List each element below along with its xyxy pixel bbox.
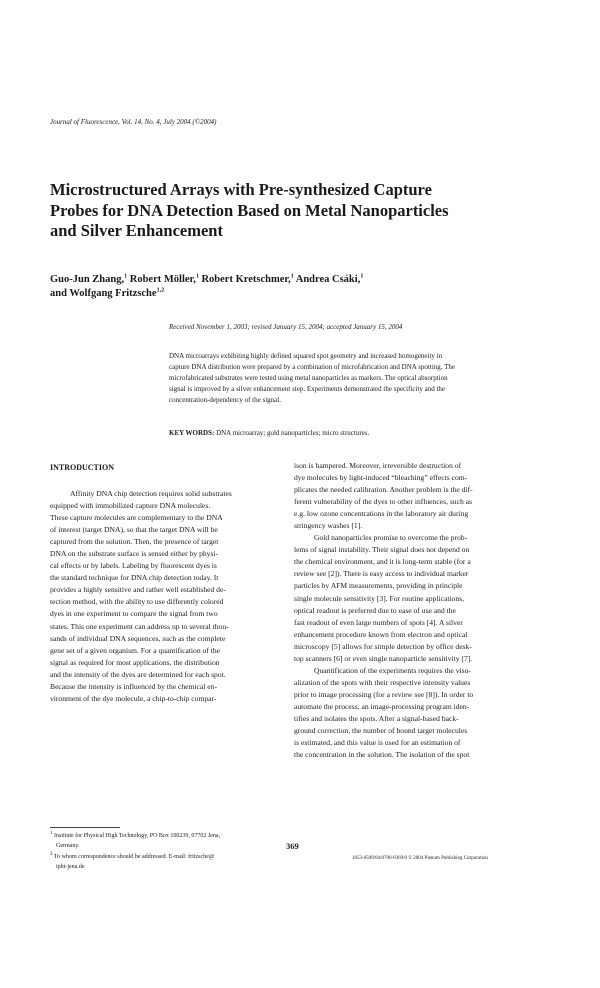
section-heading-introduction: INTRODUCTION	[50, 463, 115, 472]
body-line: the standard technique for DNA chip detection today. It	[50, 573, 219, 583]
body-line: cal effects or by labels. Labeling by fluorescent dyes is	[50, 561, 217, 571]
affiliation-mark: 1	[195, 273, 199, 280]
body-line: Because the intensity is influenced by the chemical en-	[50, 681, 218, 691]
abstract-line: concentration-dependency of the signal.	[169, 396, 281, 404]
copyright-notice: 1053-0509/04/0700-0369/0 © 2004 Plenum Publishing Corporation	[352, 856, 488, 861]
title-line: Microstructured Arrays with Pre-synthesized Capture	[50, 180, 432, 199]
body-line: e.g. low ozone concentrations in the laboratory air during	[294, 509, 469, 519]
footnote-text: Institute for Physical High Technology, PO Box 100239, 07702 Jena,	[54, 833, 221, 839]
affiliation-mark: 1	[290, 273, 294, 280]
abstract-line: capture DNA distribution were prepared by a combination of microfabrication and DNA spotting. The	[169, 363, 456, 371]
body-line: ground correction, the number of bound target molecules	[294, 726, 468, 736]
footnote-line: ipht-jena.de	[56, 863, 85, 870]
body-line: enhancement procedure known from electron and optical	[294, 629, 468, 639]
title-line: Probes for DNA Detection Based on Metal Nanoparticles	[50, 200, 449, 220]
abstract	[169, 351, 520, 406]
received-dates: Received November 1, 2003; revised January 15, 2004; accepted January 15, 2004	[169, 323, 403, 331]
footnote-2	[50, 853, 280, 872]
body-line: signal as required for most applications, the distribution	[50, 657, 220, 667]
affiliation-mark: 1,2	[156, 287, 165, 293]
body-line: vironment of the dye molecule, a chip-to-chip compar-	[50, 693, 217, 703]
author-name: Robert Möller,	[129, 274, 196, 285]
footnote-mark: 1	[50, 831, 53, 836]
left-text-column	[50, 488, 276, 705]
footnote-line	[50, 853, 280, 863]
author-line	[50, 273, 363, 287]
abstract-line: signal is improved by a silver enhancement step. Experiments demonstrated the specificity and the	[169, 385, 446, 393]
body-line: Affinity DNA chip detection requires solid substrates	[70, 489, 232, 498]
body-line: tifies and isolates the spots. After a signal-based back-	[294, 713, 459, 723]
body-line: optical readout is preferred due to ease of use and the	[294, 605, 456, 615]
body-line: prior to image processing (for a review see [8]). In order to	[294, 689, 474, 699]
author-name: Guo-Jun Zhang,	[50, 274, 125, 285]
body-line: states. This one experiment can address up to several thou-	[50, 621, 229, 631]
author-name: and Wolfgang Fritzsche	[50, 287, 157, 299]
footnote-text: To whom correspondence should be addressed. E-mail: fritzsche@	[53, 854, 215, 860]
page-number: 369	[286, 841, 299, 851]
author-name: Andrea Csáki,	[295, 274, 361, 285]
keywords-label: KEY WORDS:	[169, 429, 215, 437]
author-line	[50, 287, 363, 301]
body-line: lems of signal instability. Their signal does not depend on	[294, 545, 470, 555]
body-line: microscopy [5] allows for simple detection by office desk-	[294, 641, 472, 651]
keywords	[169, 429, 369, 437]
abstract-line: DNA microarrays exhibiting highly defined squared spot geometry and increased homogeneity in	[169, 352, 443, 360]
body-line: dyes in one experiment to compare the signal from two	[50, 609, 218, 619]
body-line: ferent vulnerability of the dyes to other influences, such as	[294, 497, 472, 507]
author-name: Robert Kretschmer,	[201, 274, 291, 285]
body-line: DNA on the substrate surface is sensed either by physi-	[50, 549, 219, 559]
body-line: stringency washes [1].	[294, 521, 363, 531]
footnote-mark: 2	[50, 852, 53, 857]
journal-citation: Journal of Fluorescence, Vol. 14, No. 4, July 2004 (©2004)	[50, 118, 217, 126]
body-line: fast readout of even large numbers of spots [4]. A silver	[294, 617, 463, 627]
author-list	[50, 273, 363, 300]
body-line: provides a highly sensitive and rather well established de-	[50, 585, 226, 595]
body-line: tection method, with the ability to use differently colored	[50, 597, 224, 607]
body-line: is estimated, and this value is used for an estimation of	[294, 738, 461, 748]
body-line: the concentration in the solution. The isolation of the spot	[294, 750, 470, 760]
abstract-line: microfabricated substrates were tested using metal nanoparticles as markers. The optical absorption	[169, 374, 448, 382]
right-text-column	[294, 460, 520, 761]
footnote-line	[50, 832, 280, 842]
body-line: sands of individual DNA sequences, such as the complete	[50, 633, 226, 643]
footnote-line: Germany.	[56, 842, 80, 849]
body-line: captured from the solution. Then, the presence of target	[50, 537, 219, 547]
body-line: top scanners [6] or even single nanoparticle sensitivity [7].	[294, 653, 473, 663]
body-line: dye molecules by light-induced “bleaching” effects com-	[294, 473, 468, 483]
keywords-text: DNA microarray; gold nanoparticles; micro structures.	[216, 429, 370, 437]
body-line: and the intensity of the dyes are determined for each spot.	[50, 669, 226, 679]
body-line: These capture molecules are complementary to the DNA	[50, 513, 223, 523]
body-line: of interest (target DNA), so that the target DNA will be	[50, 525, 218, 535]
affiliation-mark: 1	[360, 273, 364, 280]
footnote-1	[50, 832, 280, 851]
body-line: ison is hampered. Moreover, irreversible destruction of	[294, 461, 462, 470]
body-line: alization of the spots with their respective intensity values	[294, 677, 471, 687]
body-line: Gold nanoparticles promise to overcome the prob-	[314, 533, 468, 543]
body-line: automate the process, an image-processing program iden-	[294, 701, 470, 711]
body-line: gene set of a given organism. For a quantification of the	[50, 645, 221, 655]
paper-title	[50, 180, 520, 242]
body-line: particles by AFM measurements, providing in principle	[294, 581, 463, 591]
body-line: plicates the needed calibration. Another problem is the dif-	[294, 485, 473, 495]
body-line: equipped with immobilized capture DNA molecules.	[50, 501, 211, 511]
title-line: and Silver Enhancement	[50, 221, 223, 240]
body-line: single molecule sensitivity [3]. For routine applications,	[294, 593, 464, 603]
affiliation-mark: 1	[124, 273, 128, 280]
body-line: Quantification of the experiments requires the visu-	[314, 665, 471, 675]
footnote-divider	[50, 827, 120, 828]
body-line: review see [2]). There is easy access to individual marker	[294, 569, 469, 579]
body-line: the chemical environment, and it is long-term stable (for a	[294, 557, 471, 567]
